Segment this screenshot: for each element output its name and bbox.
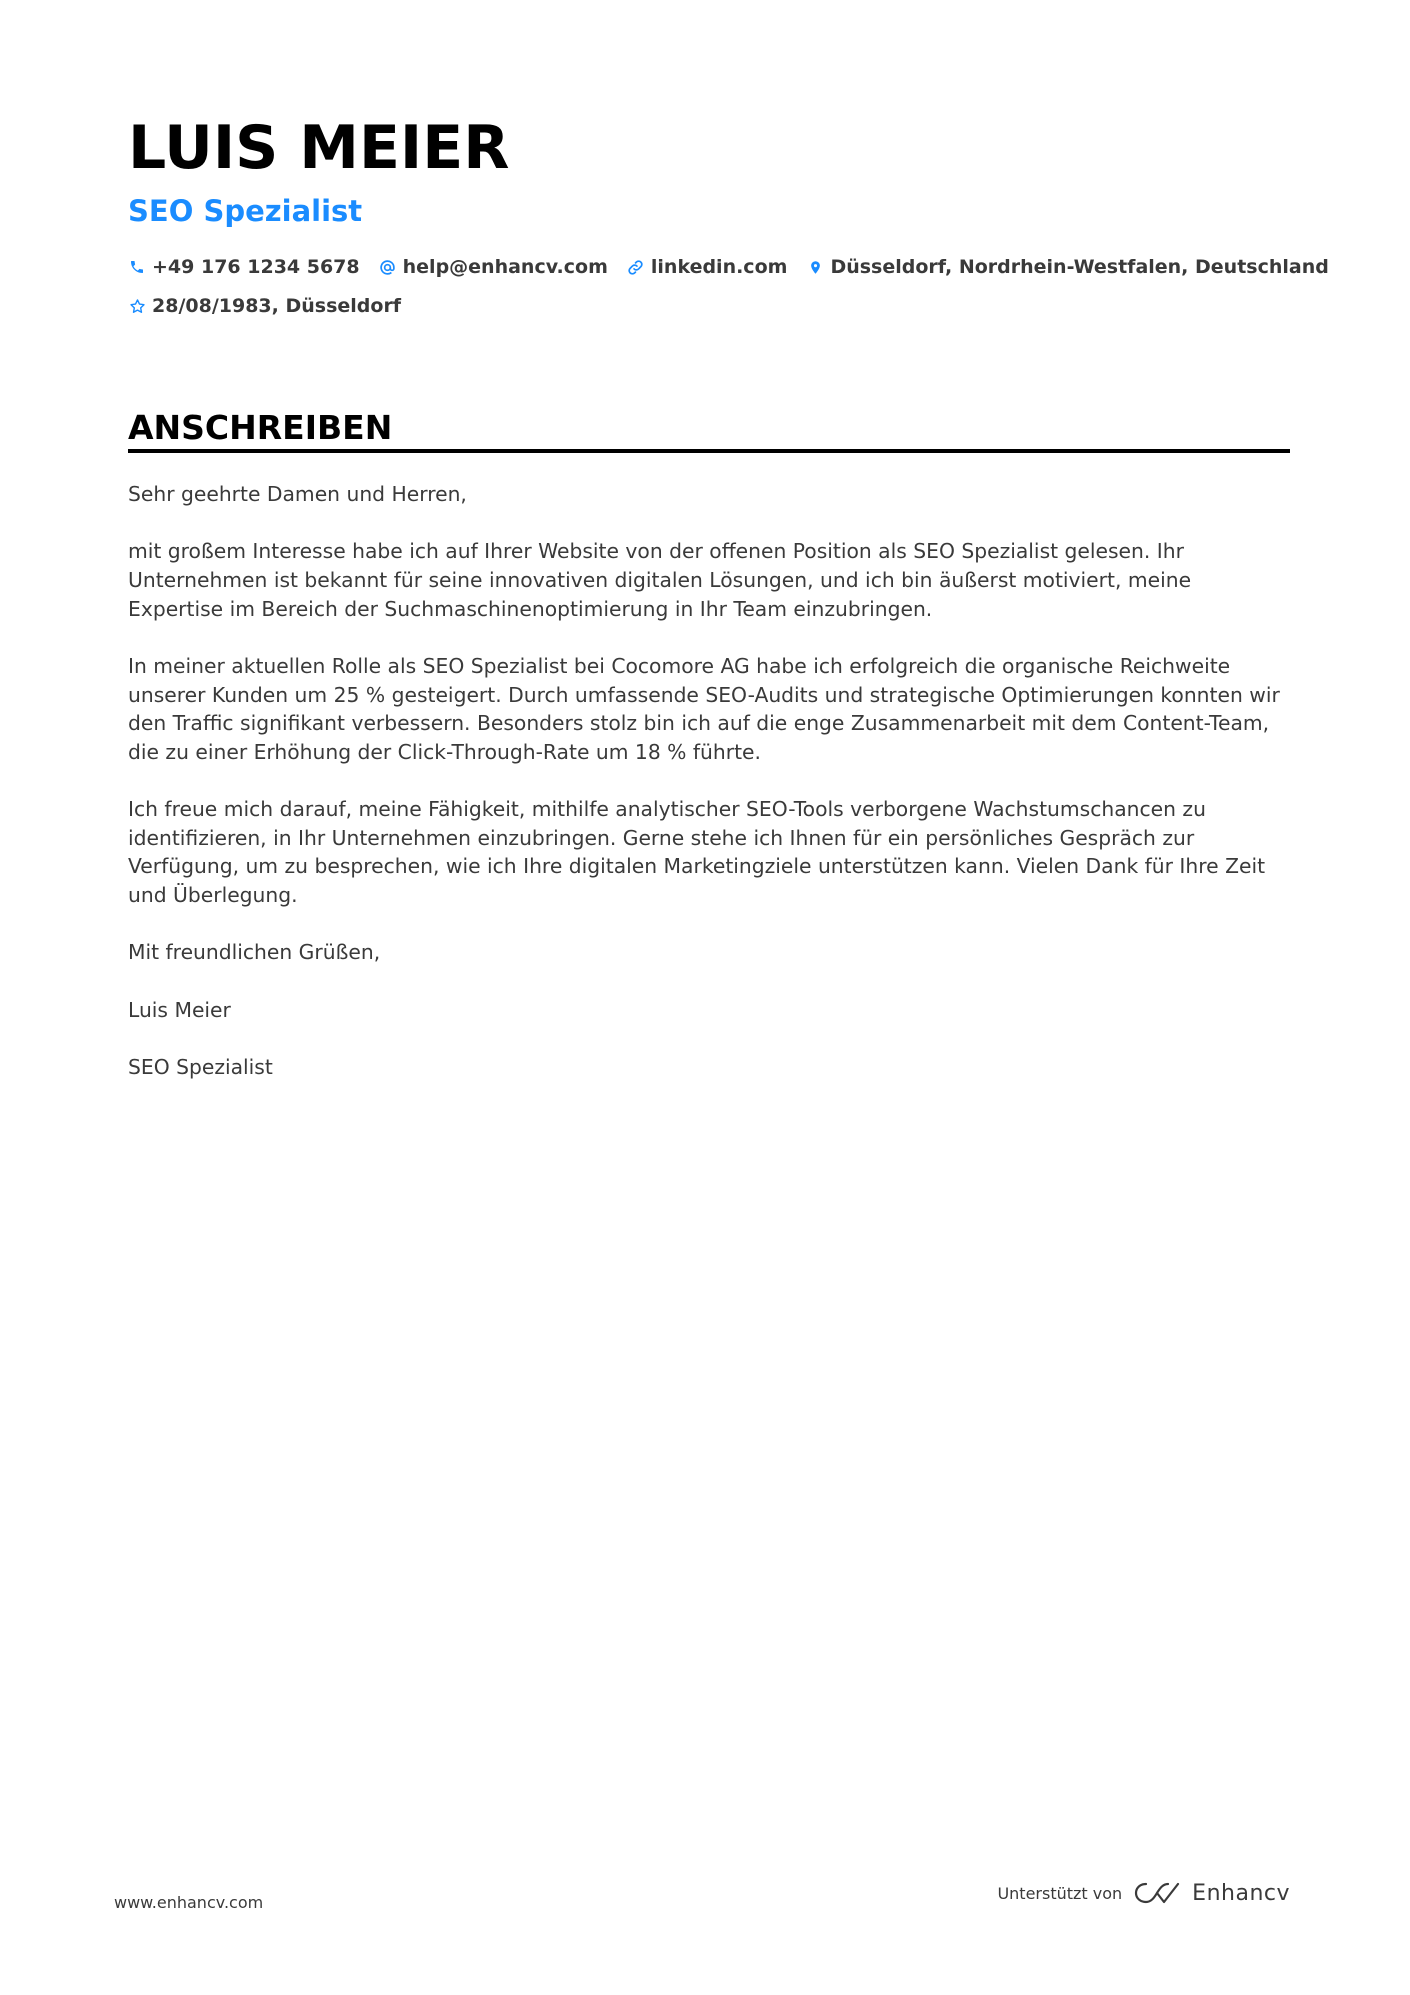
letter-paragraph: mit großem Interesse habe ich auf Ihrer Website von der offenen Position als SEO Spezialist gelesen. Ihr Unternehmen ist bekannt für seine innovativen digitalen Lösungen, und ich bin äußerst motiviert, meine Expertise im Bereich der Suchmaschinenoptimierung in Ihr Team einzubringen. — [128, 539, 1192, 621]
letter-body — [128, 480, 1290, 1110]
candidate-role: SEO Spezialist — [128, 194, 363, 228]
phone-icon — [128, 258, 146, 276]
footer-powered-by: Unterstützt von — [997, 1883, 1123, 1903]
letter-paragraph: Ich freue mich darauf, meine Fähigkeit, mithilfe analytischer SEO-Tools verborgene Wachstumschancen zu identifizieren, in Ihr Unternehmen einzubringen. Gerne stehe ich Ihnen für ein persönliches Gespräch zur Verfügung, um zu besprechen, wie ich Ihre digitalen Marketingziele unterstützen kann. Vielen Dank für Ihre Zeit und Überlegung. — [128, 797, 1266, 907]
contact-email[interactable] — [379, 252, 608, 282]
letter-paragraph: In meiner aktuellen Rolle als SEO Spezialist bei Cocomore AG habe ich erfolgreich die organische Reichweite unserer Kunden um 25 % gesteigert. Durch umfassende SEO-Audits und strategische Optimierungen konnten wir den Traffic signifikant verbessern. Besonders stolz bin ich auf die enge Zusammenarbeit mit dem Content-Team, die zu einer Erhöhung der Click-Through-Rate um 18 % führte. — [128, 653, 1280, 764]
contact-linkedin-text: linkedin.com — [650, 256, 788, 278]
contact-row-2 — [128, 291, 420, 321]
contact-location-text: Düsseldorf, Nordrhein-Westfalen, Deutschland — [830, 256, 1329, 278]
location-pin-icon — [806, 258, 824, 276]
contact-linkedin[interactable] — [627, 252, 788, 282]
footer-website[interactable]: www.enhancv.com — [114, 1893, 264, 1912]
footer-brand-name: Enhancv — [1192, 1880, 1290, 1906]
contact-location — [806, 252, 1328, 282]
candidate-name: LUIS MEIER — [128, 113, 510, 183]
signature-name: Luis Meier — [128, 997, 231, 1022]
signature-role: SEO Spezialist — [128, 1055, 273, 1080]
contact-phone-text: +49 176 1234 5678 — [152, 256, 360, 278]
link-icon — [627, 258, 645, 276]
salutation: Sehr geehrte Damen und Herren, — [128, 482, 467, 506]
star-icon — [128, 297, 146, 315]
at-icon — [379, 258, 397, 276]
contact-birth — [128, 291, 401, 321]
contact-phone — [128, 252, 360, 282]
footer-branding — [997, 1880, 1290, 1906]
closing: Mit freundlichen Grüßen, — [128, 940, 381, 965]
contact-birth-text: 28/08/1983, Düsseldorf — [152, 295, 402, 317]
contact-email-text: help@enhancv.com — [402, 256, 608, 278]
section-divider — [128, 449, 1290, 453]
enhancv-logo-icon — [1134, 1880, 1180, 1906]
contact-row-1 — [128, 252, 1348, 282]
section-title: ANSCHREIBEN — [128, 408, 393, 447]
